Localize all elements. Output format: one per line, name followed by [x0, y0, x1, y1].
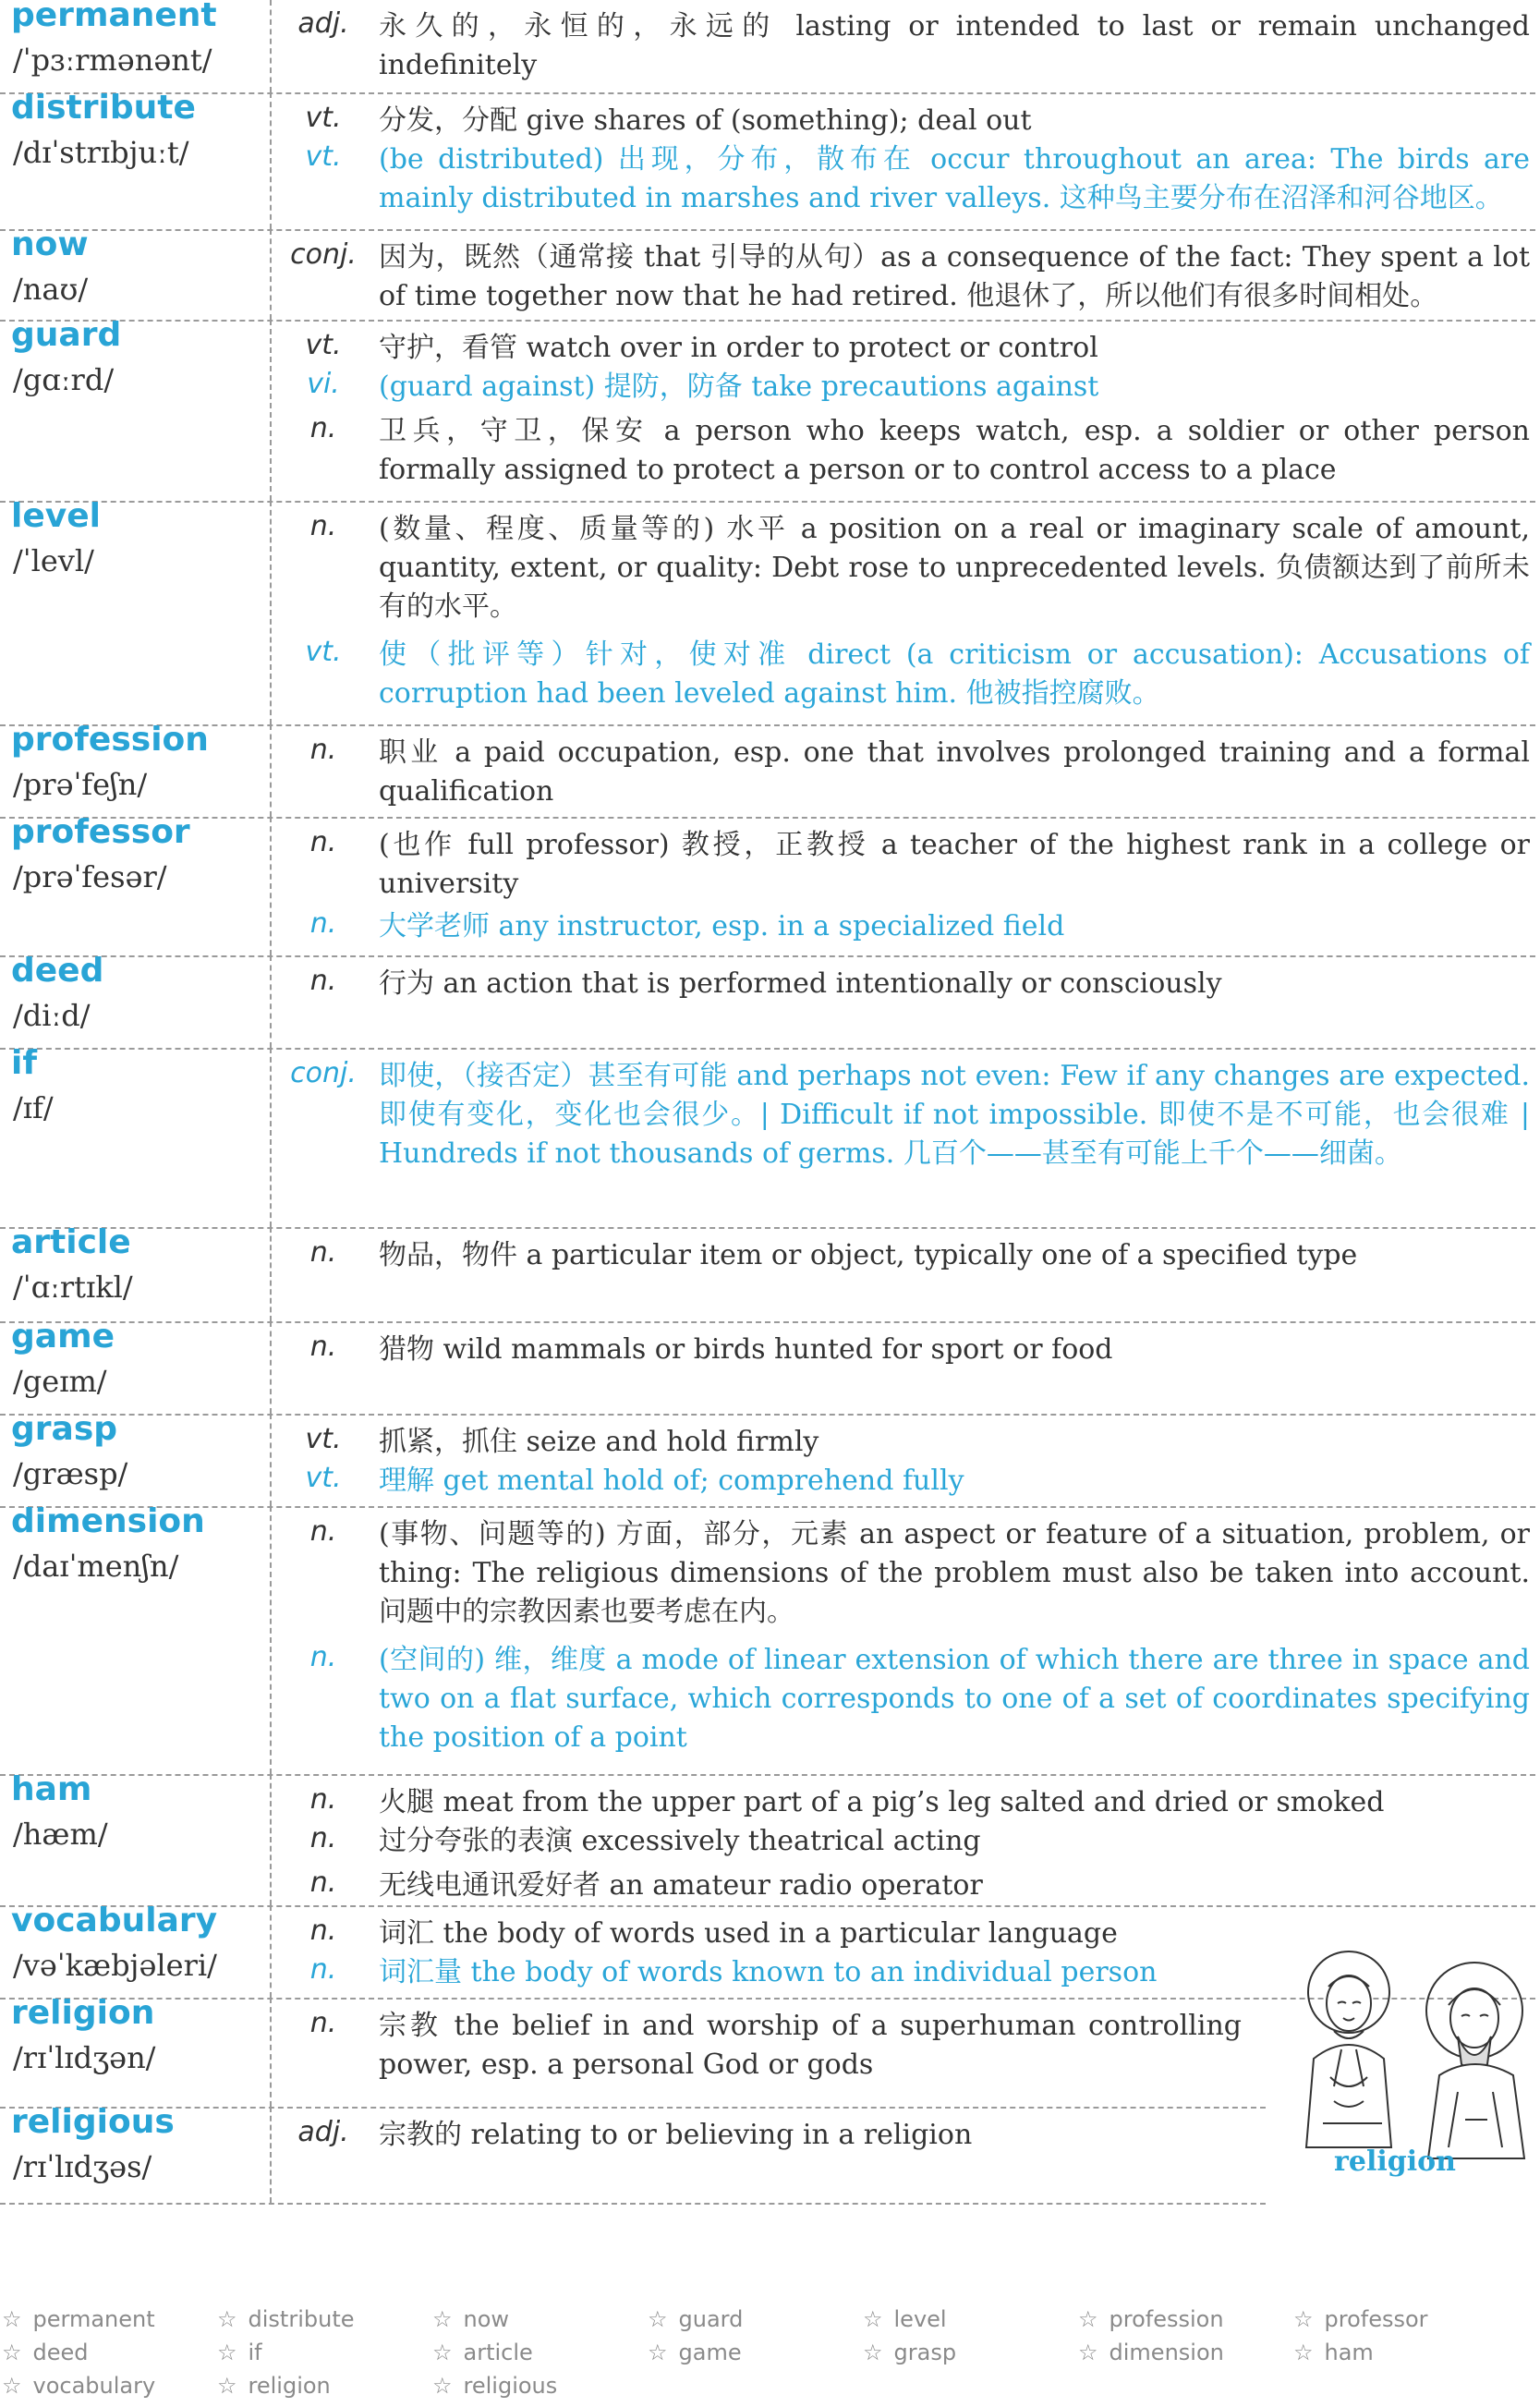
phonetic: /rɪˈlɪdʒəs/ [13, 2149, 152, 2184]
part-of-speech: vt. [305, 102, 342, 134]
part-of-speech: vt. [305, 140, 342, 173]
part-of-speech: adj. [297, 7, 349, 40]
entry-article [0, 1223, 1535, 1323]
index-word: now [463, 2306, 510, 2332]
part-of-speech: n. [309, 412, 337, 444]
phonetic: /græsp/ [13, 1456, 128, 1491]
entry-permanent [0, 0, 1535, 94]
phonetic: /geɪm/ [13, 1364, 107, 1399]
index-item-permanent [2, 2306, 155, 2332]
star-icon: ☆ [432, 2373, 453, 2399]
index-word: distribute [248, 2306, 355, 2332]
index-word: profession [1109, 2306, 1224, 2332]
part-of-speech: n. [309, 826, 337, 858]
star-icon: ☆ [432, 2306, 453, 2332]
index-word: professor [1324, 2306, 1428, 2332]
index-item-guard [648, 2306, 743, 2332]
entry-ham [0, 1770, 1535, 1907]
entry-religion [0, 1994, 1266, 2109]
index-word: vocabulary [32, 2373, 156, 2399]
part-of-speech: n. [309, 965, 337, 997]
phonetic: /hæm/ [13, 1817, 108, 1852]
headword-cell [0, 1994, 272, 2107]
headword: vocabulary [11, 1902, 218, 1939]
definition: 理解 get mental hold of; comprehend fully [379, 1465, 964, 1497]
part-of-speech: conj. [290, 238, 357, 271]
part-of-speech: n. [309, 1641, 337, 1673]
index-word: grasp [893, 2340, 957, 2365]
entry-religious [0, 2103, 1266, 2205]
index-word: if [248, 2340, 262, 2365]
star-icon: ☆ [1078, 2340, 1098, 2365]
entry-level [0, 497, 1535, 726]
entry-distribute [0, 89, 1535, 231]
definition: 无线电通讯爱好者 an amateur radio operator [379, 1869, 983, 1902]
star-icon: ☆ [863, 2306, 883, 2332]
headword-cell [0, 89, 272, 229]
headword: profession [11, 721, 209, 759]
index-item-professor [1293, 2306, 1428, 2332]
definition: 分发，分配 give shares of (something); deal out [379, 104, 1032, 137]
index-item-level [863, 2306, 947, 2332]
index-word: ham [1324, 2340, 1374, 2365]
headword-cell [0, 2103, 272, 2203]
part-of-speech: adj. [297, 2116, 349, 2148]
definition: (事物、问题等的) 方面，部分，元素 an aspect or feature of a situation, problem, or thing: The religious dimensions of the problem must also be taken into account. 问题中的宗教因素也要考虑在内。 [379, 1518, 1530, 1628]
index-item-profession [1078, 2306, 1224, 2332]
headword: dimension [11, 1502, 205, 1540]
index-item-article [432, 2340, 533, 2365]
phonetic: /prəˈfeʃn/ [13, 767, 148, 802]
definition: 即使，（接否定）甚至有可能 and perhaps not even: Few if any changes are expected. 即使有变化，变化也会很少。| Difficult if not impossible. 即使不是不可能，也会很难 | Hundreds if not thousands of germs. 几百个——甚至有可能上千个——细菌。 [379, 1060, 1530, 1170]
headword-cell [0, 721, 272, 817]
definition: (也作 full professor) 教授，正教授 a teacher of the highest rank in a college or university [379, 829, 1530, 900]
headword: if [11, 1044, 38, 1082]
headword: article [11, 1223, 131, 1261]
index-word: deed [32, 2340, 89, 2365]
part-of-speech: n. [309, 1915, 337, 1947]
part-of-speech: n. [309, 907, 337, 940]
headword: religious [11, 2103, 175, 2141]
index-item-distribute [217, 2306, 355, 2332]
headword-cell [0, 1502, 272, 1774]
definition: 行为 an action that is performed intentionally or consciously [379, 967, 1222, 1000]
part-of-speech: n. [309, 1953, 337, 1986]
headword: distribute [11, 89, 196, 127]
headword-cell [0, 497, 272, 724]
star-icon: ☆ [432, 2340, 453, 2365]
star-icon: ☆ [863, 2340, 883, 2365]
phonetic: /ˈpɜːrmənənt/ [13, 43, 212, 78]
entry-dimension [0, 1502, 1535, 1776]
headword: grasp [11, 1410, 118, 1448]
entry-grasp [0, 1410, 1535, 1508]
index-item-if [217, 2340, 262, 2365]
headword: game [11, 1318, 115, 1355]
headword-cell [0, 1044, 272, 1227]
headword: ham [11, 1770, 92, 1808]
star-icon: ☆ [2, 2373, 22, 2399]
headword-cell [0, 1410, 272, 1506]
index-item-religion [217, 2373, 331, 2399]
headword-cell [0, 225, 272, 320]
jesus-figure [1426, 1963, 1524, 2158]
definition: (be distributed) 出现，分布，散布在 occur throughout an area: The birds are mainly distributed in marshes and river valleys. 这种鸟主要分布在沼泽和河谷地区。 [379, 143, 1530, 214]
part-of-speech: vt. [305, 636, 342, 668]
star-icon: ☆ [217, 2340, 237, 2365]
headword-cell [0, 0, 272, 92]
phonetic: /rɪˈlɪdʒən/ [13, 2040, 156, 2075]
index-word: permanent [32, 2306, 155, 2332]
part-of-speech: vt. [305, 329, 342, 361]
part-of-speech: n. [309, 734, 337, 766]
headword: religion [11, 1994, 155, 2032]
definition: 因为，既然（通常接 that 引导的从句）as a consequence of the fact: They spent a lot of time together now that he had retired. 他退休了，所以他们有很多时间相处。 [379, 241, 1530, 312]
headword-cell [0, 1223, 272, 1321]
headword: permanent [11, 0, 217, 34]
definition: 宗教的 relating to or believing in a religion [379, 2119, 973, 2151]
headword-cell [0, 316, 272, 501]
phonetic: /ˈlevl/ [13, 543, 94, 578]
part-of-speech: n. [309, 2007, 337, 2039]
entry-game [0, 1318, 1535, 1416]
index-word: level [893, 2306, 947, 2332]
buddha-figure [1306, 1951, 1391, 2147]
definition: 词汇 the body of words used in a particular language [379, 1917, 1118, 1950]
headword: now [11, 225, 89, 263]
definition: 火腿 meat from the upper part of a pig’s leg salted and dried or smoked [379, 1786, 1385, 1818]
definition: 守护，看管 watch over in order to protect or control [379, 332, 1098, 364]
part-of-speech: n. [309, 1866, 337, 1899]
index-item-dimension [1078, 2340, 1224, 2365]
definition: 过分夸张的表演 excessively theatrical acting [379, 1825, 981, 1857]
definition: 永久的，永恒的，永远的 lasting or intended to last or remain unchanged indefinitely [379, 10, 1530, 81]
star-icon: ☆ [2, 2340, 22, 2365]
part-of-speech: n. [309, 1822, 337, 1854]
phonetic: /ɪf/ [13, 1090, 54, 1125]
headword-cell [0, 813, 272, 955]
star-icon: ☆ [217, 2373, 237, 2399]
part-of-speech: n. [309, 510, 337, 542]
phonetic: /gɑːrd/ [13, 362, 115, 397]
star-icon: ☆ [1293, 2306, 1314, 2332]
headword-cell [0, 952, 272, 1048]
entry-deed [0, 952, 1535, 1050]
entry-if [0, 1044, 1535, 1229]
index-word: religious [463, 2373, 558, 2399]
word-index-footer [0, 2306, 1540, 2406]
index-item-now [432, 2306, 509, 2332]
phonetic: /diːd/ [13, 998, 91, 1033]
index-item-ham [1293, 2340, 1374, 2365]
part-of-speech: n. [309, 1331, 337, 1363]
index-item-grasp [863, 2340, 956, 2365]
star-icon: ☆ [648, 2340, 668, 2365]
index-item-game [648, 2340, 742, 2365]
part-of-speech: vt. [305, 1423, 342, 1455]
index-word: dimension [1109, 2340, 1224, 2365]
phonetic: /naʊ/ [13, 272, 89, 307]
part-of-speech: n. [309, 1783, 337, 1816]
phonetic: /vəˈkæbjəleri/ [13, 1948, 217, 1983]
definition: (数量、程度、质量等的) 水平 a position on a real or imaginary scale of amount, quantity, extent, or quality: Debt rose to unprecedented levels. 负债额达到了前所未有的水平。 [379, 513, 1530, 623]
phonetic: /dɪˈstrɪbjuːt/ [13, 135, 189, 170]
headword-cell [0, 1770, 272, 1905]
headword: professor [11, 813, 190, 851]
part-of-speech: n. [309, 1515, 337, 1548]
part-of-speech: n. [309, 1236, 337, 1269]
index-item-deed [2, 2340, 89, 2365]
definition: (空间的) 维，维度 a mode of linear extension of which there are three in space and two on a flat surface, which corresponds to one of a set of coordinates specifying the position of a point [379, 1644, 1530, 1754]
star-icon: ☆ [217, 2306, 237, 2332]
definition: 卫兵，守卫，保安 a person who keeps watch, esp. a soldier or other person formally assigned to protect a person or to control access to a place [379, 415, 1530, 486]
index-item-vocabulary [2, 2373, 155, 2399]
phonetic: /prəˈfesər/ [13, 859, 167, 894]
definition: (guard against) 提防，防备 take precautions against [379, 371, 1099, 403]
definition: 物品，物件 a particular item or object, typically one of a specified type [379, 1239, 1358, 1271]
star-icon: ☆ [648, 2306, 668, 2332]
index-word: article [463, 2340, 533, 2365]
phonetic: /ˈɑːrtɪkl/ [13, 1270, 133, 1305]
entry-professor [0, 813, 1535, 957]
definition: 使（批评等）针对，使对准 direct (a criticism or accusation): Accusations of corruption had been leveled against him. 他被指控腐败。 [379, 638, 1530, 710]
index-word: game [678, 2340, 742, 2365]
headword: level [11, 497, 101, 535]
definition: 职业 a paid occupation, esp. one that involves prolonged training and a formal qualification [379, 736, 1530, 808]
entry-profession [0, 721, 1535, 819]
part-of-speech: conj. [290, 1057, 357, 1089]
headword-cell [0, 1318, 272, 1414]
entry-guard [0, 316, 1535, 503]
definition: 宗教 the belief in and worship of a superhuman controlling power, esp. a personal God or gods [379, 2010, 1242, 2081]
star-icon: ☆ [1293, 2340, 1314, 2365]
definition: 抓紧，抓住 seize and hold firmly [379, 1426, 819, 1458]
index-item-religious [432, 2373, 557, 2399]
star-icon: ☆ [2, 2306, 22, 2332]
part-of-speech: vt. [305, 1462, 342, 1494]
part-of-speech: vi. [307, 368, 340, 400]
definition: 猎物 wild mammals or birds hunted for sport or food [379, 1333, 1113, 1366]
star-icon: ☆ [1078, 2306, 1098, 2332]
definition: 大学老师 any instructor, esp. in a specialized field [379, 910, 1065, 942]
headword-cell [0, 1902, 272, 1998]
headword: guard [11, 316, 122, 354]
entry-now [0, 225, 1535, 322]
headword: deed [11, 952, 104, 990]
phonetic: /daɪˈmenʃn/ [13, 1549, 179, 1584]
definition: 词汇量 the body of words known to an individual person [379, 1956, 1158, 1988]
index-word: religion [248, 2373, 331, 2399]
index-word: guard [678, 2306, 744, 2332]
illustration-caption: religion [1334, 2146, 1456, 2178]
